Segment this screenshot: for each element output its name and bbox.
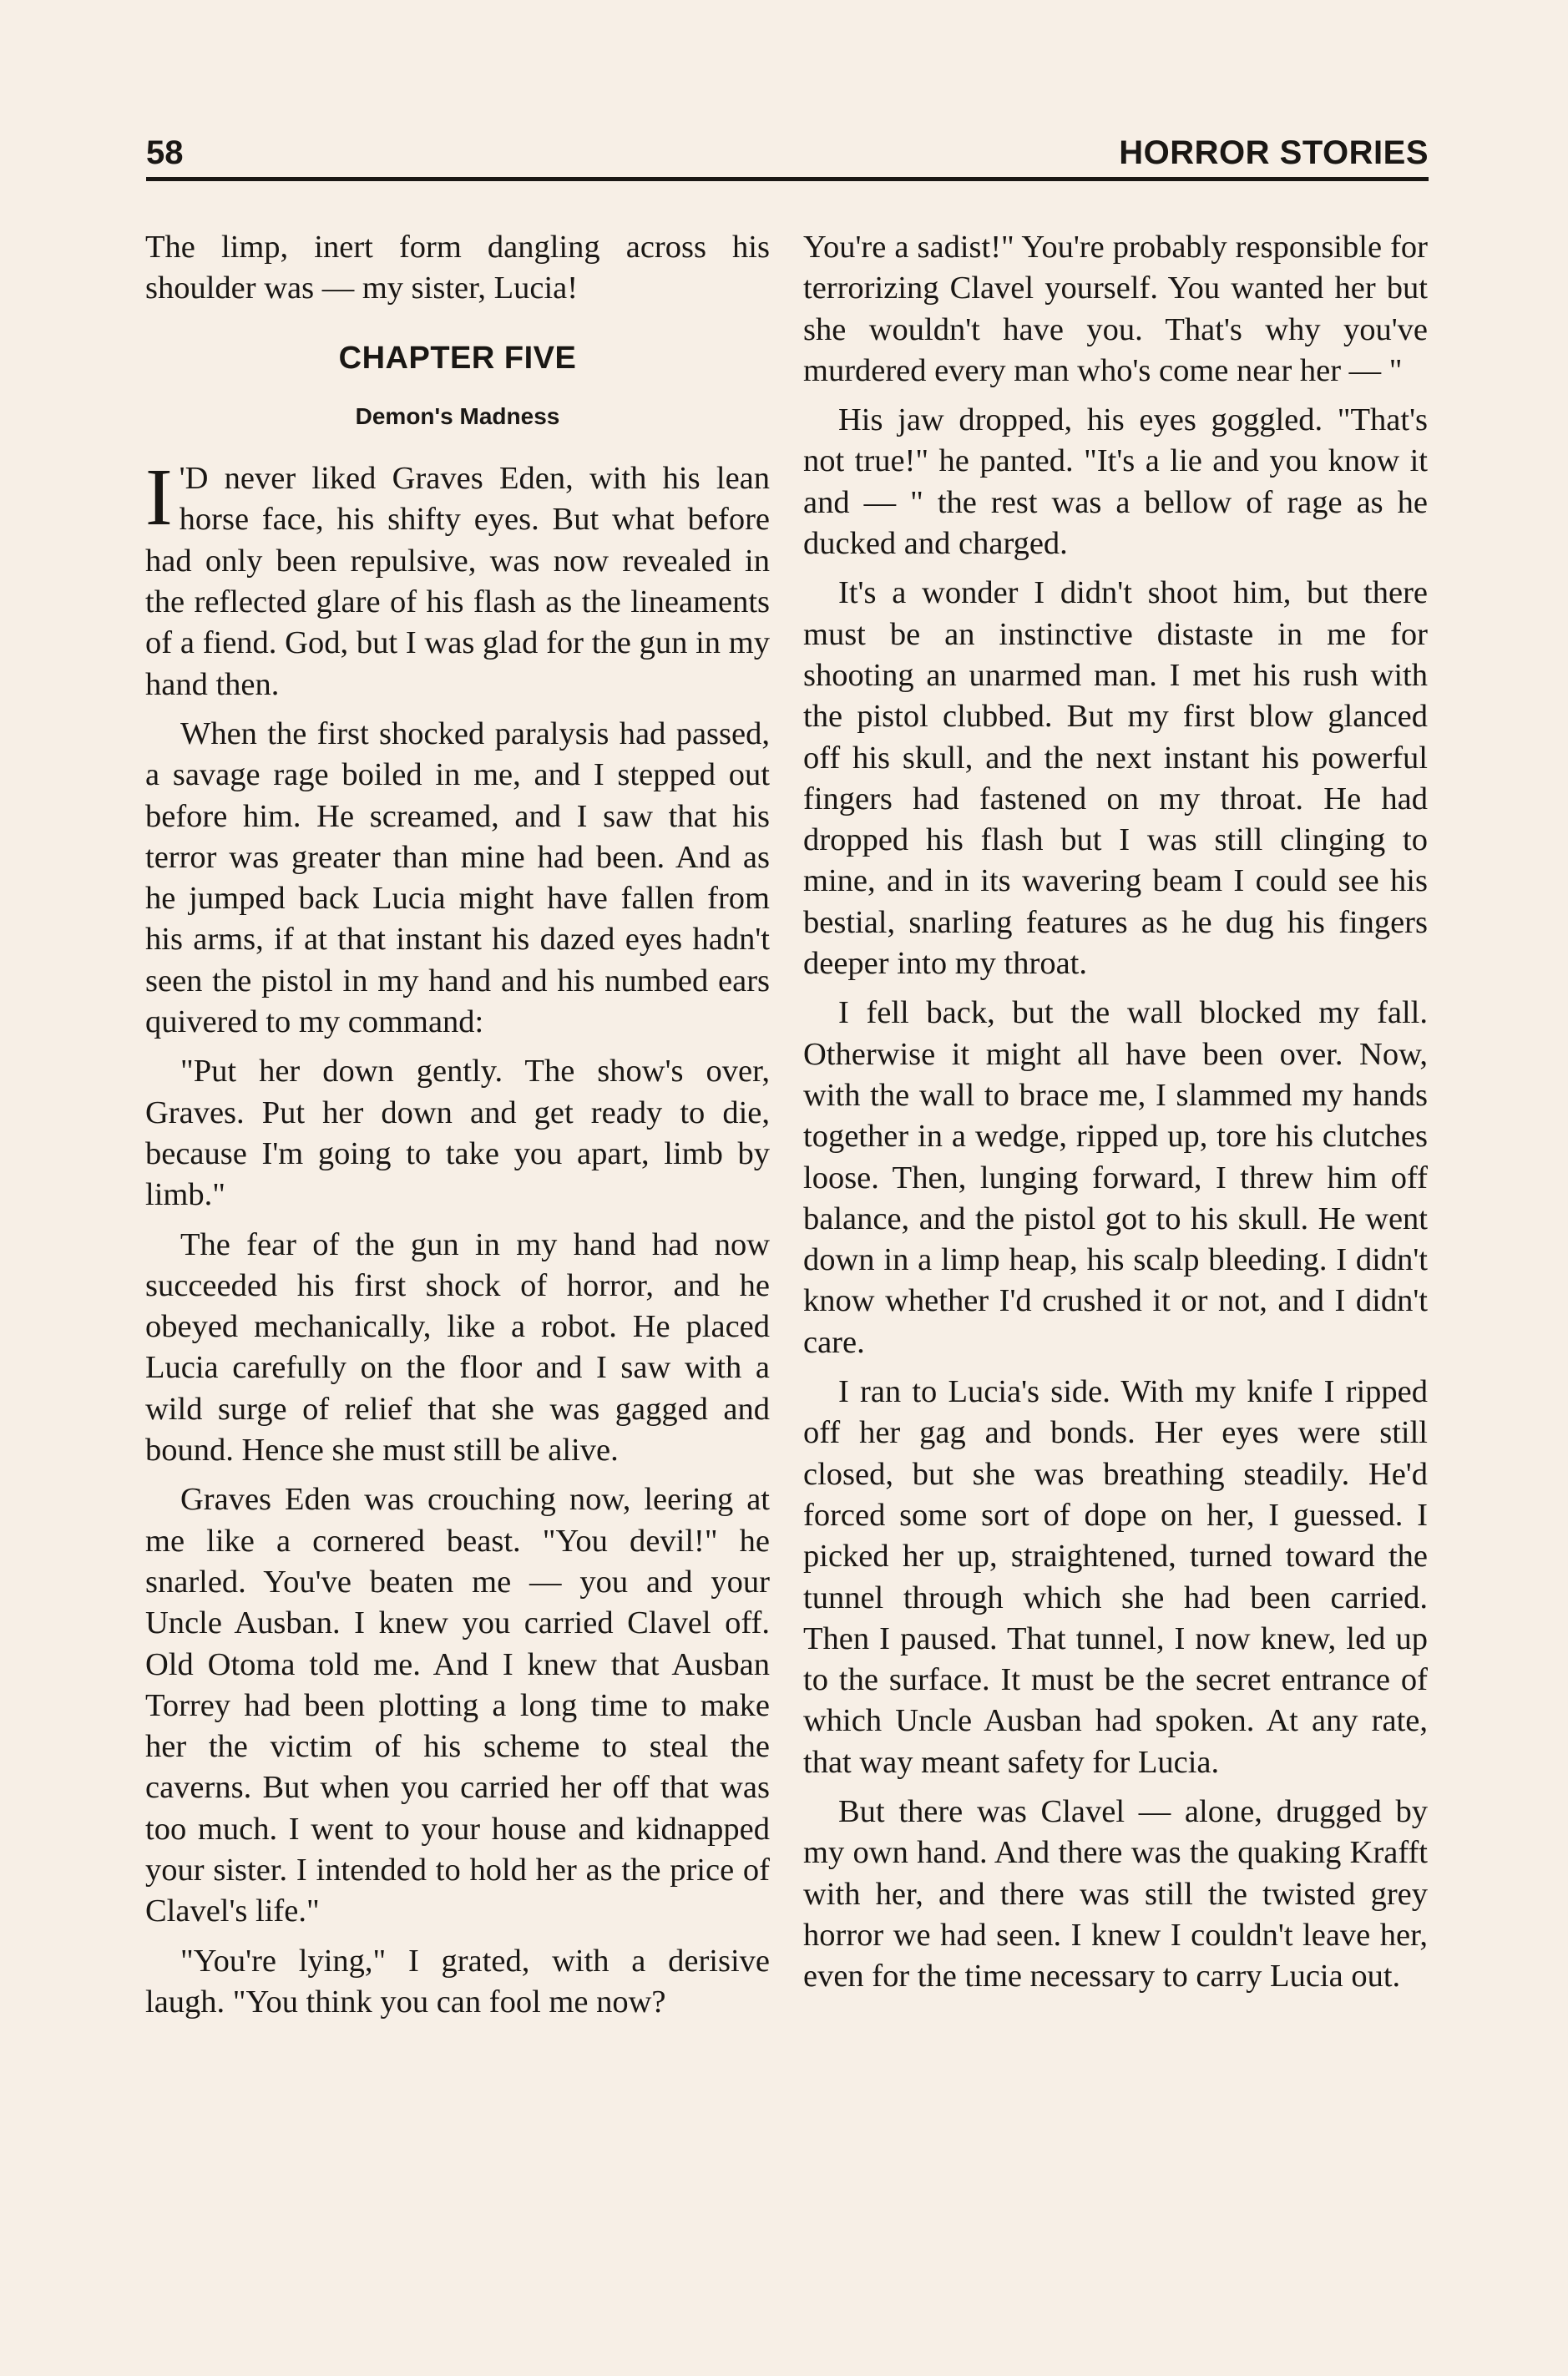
drop-cap: I (145, 452, 173, 543)
right-column (803, 227, 1428, 2005)
paragraph: "Put her down gently. The show's over, Graves. Put her down and get ready to die, because I'm going to take you apart, limb by limb." (145, 1054, 770, 1213)
drop-cap-paragraph (145, 452, 770, 705)
chapter-heading: CHAPTER FIVE (338, 340, 577, 376)
paragraph: It's a wonder I didn't shoot him, but there must be an instinctive distaste in me for shooting an unarmed man. I met his rush with the pistol clubbed. But my first blow glanced off his skull, and the next instant his powerful fingers had fastened on my throat. He had dropped his flash but I was still clinging to mine, and in its wavering beam I could see his bestial, snarling features as he dug his fingers deeper into my throat. (803, 575, 1428, 982)
continued-paragraph: You're a sadist!" You're probably responsible for terrorizing Clavel yourself. You wanted her but she wouldn't have you. That's why you've murdered every man who's come near her — " (803, 230, 1428, 388)
paragraph: I ran to Lucia's side. With my knife I ripped off her gag and bonds. Her eyes were still closed, but she was breathing steadily. He'd forced some sort of dope on her, I guessed. I picked her up, straightened, turned toward the tunnel through which she had been carried. Then I paused. That tunnel, I now knew, led up to the surface. It must be the secret entrance of which Uncle Ausban had spoken. At any rate, that way meant safety for Lucia. (803, 1374, 1428, 1780)
page-number: 58 (146, 134, 184, 171)
left-column (145, 227, 770, 2031)
paragraph: The fear of the gun in my hand had now succeeded his first shock of horror, and he obeyed mechanically, like a robot. He placed Lucia carefully on the floor and I saw with a wild surge of relief that she was gagged and bound. Hence she must still be alive. (145, 1226, 770, 1469)
running-head (146, 124, 1429, 181)
paragraph: "You're lying," I grated, with a derisive laugh. "You think you can fool me now? (145, 1943, 770, 2020)
paragraph-text: 'D never liked Graves Eden, with his lean horse face, his shifty eyes. But what before had only been repulsive, was now revealed in the reflected glare of his flash as the lineaments of a fiend. God, but I was glad for the gun in my hand then. (145, 461, 770, 702)
paragraph: His jaw dropped, his eyes goggled. "That's not true!" he panted. "It's a lie and you know it and — " the rest was a bellow of rage as he ducked and charged. (803, 402, 1428, 562)
paragraph: When the first shocked paralysis had passed, a savage rage boiled in me, and I stepped out before him. He screamed, and I saw that his terror was greater than mine had been. And as he jumped back Lucia might have fallen from his arms, if at that instant his dazed eyes hadn't seen the pistol in my hand and his numbed ears quivered to my command: (145, 715, 770, 1040)
paragraph: I fell back, but the wall blocked my fall. Otherwise it might all have been over. Now, with the wall to brace me, I slammed my hands together in a wedge, ripped up, tore his clutches loose. Then, lunging forward, I threw him off balance, and the pistol got to his skull. He went down in a limp heap, his scalp bleeding. I didn't know whether I'd crushed it or not, and I didn't care. (803, 995, 1428, 1360)
paragraph: Graves Eden was crouching now, leering at me like a cornered beast. "You devil!" he snarled. You've beaten me — you and your Uncle Ausban. I knew you carried Clavel off. Old Otoma told me. And I knew that Ausban Torrey had been plotting a long time to make her the victim of his scheme to steal the caverns. But when you carried her off that was too much. I went to your house and kidnapped your sister. I intended to hold her as the price of Clavel's life." (145, 1482, 770, 1929)
paragraph: But there was Clavel — alone, drugged by my own hand. And there was the quaking Krafft with her, and there was still the twisted grey horror we had seen. I knew I couldn't leave her, even for the time necessary to carry Lucia out. (803, 1793, 1428, 1994)
opening-paragraph: The limp, inert form dangling across his shoulder was — my sister, Lucia! (145, 230, 770, 306)
chapter-subtitle: Demon's Madness (355, 402, 560, 429)
magazine-title: HORROR STORIES (1119, 134, 1429, 171)
